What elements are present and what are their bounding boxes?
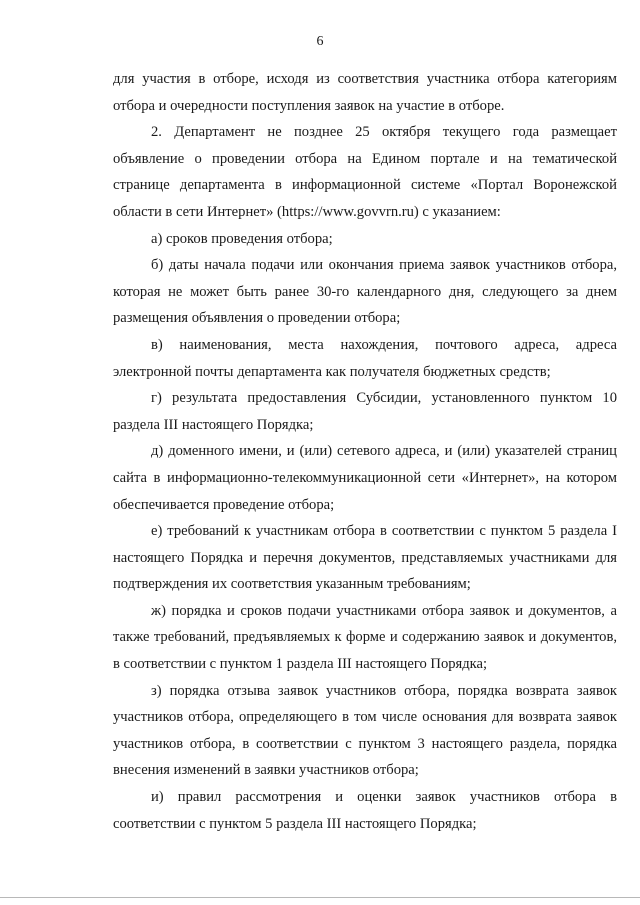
paragraph-item-i: и) правил рассмотрения и оценки заявок участников отбора в соответствии с пунктом 5 раздела III настоящего Порядка;	[113, 789, 617, 832]
paragraph-item-2: 2. Департамент не позднее 25 октября текущего года размещает объявление о проведении отбора на Едином портале и на тематической странице департамента в информационной системе «Портал Воронежской области в сети Интернет» (https://www.govvrn.ru) с указанием:	[113, 124, 617, 220]
document-body	[113, 66, 617, 837]
paragraph-item-v: в) наименования, места нахождения, почтового адреса, адреса электронной почты департамента как получателя бюджетных средств;	[113, 336, 617, 380]
paragraph-item-d: д) доменного имени, и (или) сетевого адреса, и (или) указателей страниц сайта в информационно-телекоммуникационной сети «Интернет», на котором обеспечивается проведение отбора;	[113, 443, 617, 513]
paragraph-item-a: а) сроков проведения отбора;	[151, 230, 333, 247]
paragraph-item-g: г) результата предоставления Субсидии, установленного пунктом 10 раздела III настоящего Порядка;	[113, 390, 617, 433]
paragraph-item-zh: ж) порядка и сроков подачи участниками отбора заявок и документов, а также требований, предъявляемых к форме и содержанию заявок и документов, в соответствии с пунктом 1 раздела III настоящего Порядка;	[113, 602, 617, 673]
paragraph-item-b: б) даты начала подачи или окончания приема заявок участников отбора, которая не может быть ранее 30-го календарного дня, следующего за днем размещения объявления о проведении отбора;	[113, 257, 617, 327]
paragraph-item-z: з) порядка отзыва заявок участников отбора, порядка возврата заявок участников отбора, определяющего в том числе основания для возврата заявок участников отбора, в соответствии с пунктом 3 настоящего раздела, порядка внесения изменений в заявки участников отбора;	[113, 682, 617, 779]
paragraph-continuation: для участия в отборе, исходя из соответствия участника отбора категориям отбора и очередности поступления заявок на участие в отборе.	[113, 71, 617, 114]
scan-edge-line	[0, 897, 640, 898]
paragraph-item-e: е) требований к участникам отбора в соответствии с пунктом 5 раздела I настоящего Порядка и перечня документов, представляемых участниками для подтверждения их соответствия указанным требованиям;	[113, 523, 617, 593]
page-number: 6	[316, 34, 324, 49]
